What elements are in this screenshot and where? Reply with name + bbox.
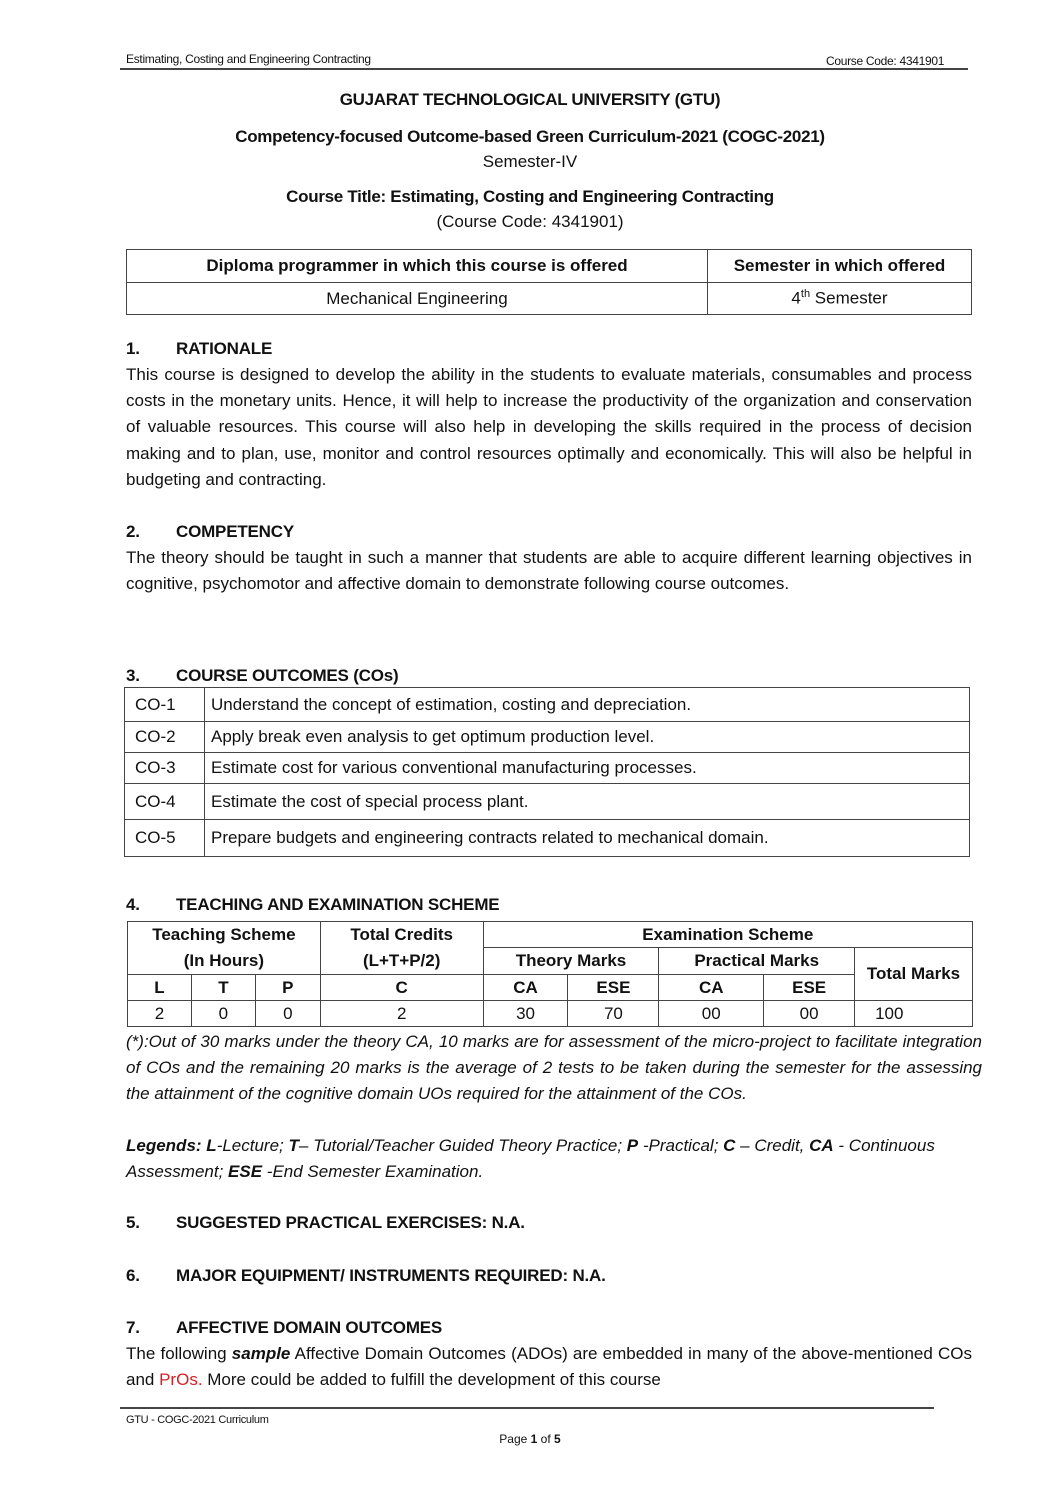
section-title: RATIONALE (176, 339, 273, 358)
value-theory-ese: 70 (568, 1001, 659, 1027)
page-number (0, 1432, 1060, 1446)
section-number: 7. (126, 1318, 140, 1337)
co-id: CO-5 (125, 820, 205, 857)
program-header: Diploma programmer in which this course is offered (127, 250, 708, 283)
section-1-heading (126, 339, 272, 359)
value-p: 0 (255, 1001, 320, 1027)
section-title: COMPETENCY (176, 522, 294, 541)
table-row (125, 753, 970, 784)
scheme-header-row-1 (128, 922, 973, 948)
section-number: 2. (126, 522, 140, 541)
co-id: CO-2 (125, 722, 205, 753)
header-divider (120, 68, 968, 70)
teaching-scheme-header (128, 922, 321, 975)
col-l: L (128, 975, 192, 1001)
total-credits-sub: (L+T+P/2) (362, 951, 441, 970)
competency-text: The theory should be taught in such a manner that students are able to acquire different learning objectives in cognitive, psychomotor and affective domain to demonstrate following course outcomes. (126, 548, 972, 594)
semester-text: Semester (810, 288, 888, 308)
section-title: COURSE OUTCOMES (COs) (176, 666, 399, 685)
program-table-row (127, 283, 972, 315)
section-number: 5. (126, 1213, 140, 1232)
legend-key: CA (809, 1136, 834, 1155)
page-label: Page (499, 1432, 531, 1446)
co-text: Understand the concept of estimation, costing and depreciation. (205, 688, 970, 722)
value-l: 2 (128, 1001, 192, 1027)
total-marks-header: Total Marks (855, 948, 973, 1001)
col-p: P (255, 975, 320, 1001)
practical-marks-header: Practical Marks (659, 948, 855, 975)
teaching-scheme-sub: (In Hours) (183, 951, 265, 970)
co-id: CO-4 (125, 784, 205, 820)
legend-desc: -Lecture; (216, 1136, 289, 1155)
course-outcomes-table (124, 687, 970, 857)
legend-desc: – Credit, (735, 1136, 810, 1155)
col-practical-ca: CA (659, 975, 764, 1001)
semester-suffix: th (800, 288, 811, 301)
rationale-text: This course is designed to develop the ability in the students to evaluate materials, consumables and process costs in the monetary units. Hence, it will help to increase the productivity of the organization and conservation of valuable resources. This course will also help in developing the skills required in the process of decision making and to plan, use, monitor and control resources optimally and economically. This will also be helpful in budgeting and contracting. (126, 365, 972, 489)
section-7-heading (126, 1318, 442, 1338)
footer-curriculum: GTU - COGC-2021 Curriculum (126, 1414, 269, 1426)
teaching-scheme-label: Teaching Scheme (152, 925, 296, 944)
value-theory-ca: 30 (483, 1001, 568, 1027)
co-text: Apply break even analysis to get optimum production level. (205, 722, 970, 753)
section-number: 1. (126, 339, 140, 358)
section-number: 6. (126, 1266, 140, 1285)
semester-offered (708, 283, 972, 315)
section-title: SUGGESTED PRACTICAL EXERCISES: N.A. (176, 1213, 525, 1232)
table-row (125, 688, 970, 722)
scheme-values-row (128, 1001, 973, 1027)
col-theory-ca: CA (483, 975, 568, 1001)
running-header-course-code: Course Code: 4341901 (826, 54, 945, 68)
current-page: 1 (530, 1432, 538, 1446)
section-4-heading (126, 895, 499, 915)
value-total-marks: 100 (855, 1001, 973, 1027)
legend-key: ESE (228, 1162, 263, 1181)
col-practical-ese: ESE (764, 975, 855, 1001)
legend-desc: - Continuous Assessment; (126, 1136, 935, 1181)
text-span: More could be added to fulfill the development of this course (202, 1370, 661, 1390)
section-2-heading (126, 522, 294, 542)
section-5-heading (126, 1213, 525, 1233)
table-row (125, 784, 970, 820)
footer-divider (120, 1407, 934, 1409)
legend-label: Legends: (126, 1136, 202, 1155)
table-row (125, 820, 970, 857)
section-number: 4. (126, 895, 140, 914)
co-text: Estimate the cost of special process plant. (205, 784, 970, 820)
col-t: T (191, 975, 255, 1001)
scheme-header-row-3 (128, 975, 973, 1001)
legend-desc: -Practical; (638, 1136, 724, 1155)
highlight-pros: PrOs. (159, 1370, 203, 1390)
total-pages: 5 (554, 1432, 561, 1446)
value-c: 2 (320, 1001, 483, 1027)
theory-marks-header: Theory Marks (483, 948, 659, 975)
examination-scheme-header: Examination Scheme (483, 922, 972, 948)
program-table-header (127, 250, 972, 283)
affective-domain-text (126, 1341, 972, 1393)
program-table (126, 249, 972, 315)
value-practical-ese: 00 (764, 1001, 855, 1027)
legend-key: L (206, 1136, 217, 1155)
course-title: Course Title: Estimating, Costing and Engineering Contracting (286, 187, 774, 206)
co-id: CO-3 (125, 753, 205, 784)
section-title: AFFECTIVE DOMAIN OUTCOMES (176, 1318, 443, 1337)
teaching-examination-table (127, 921, 973, 1027)
ca-marks-note: (*):Out of 30 marks under the theory CA, 10 marks are for assessment of the micro-project to facilitate integration of COs and the remaining 20 marks is the average of 2 tests to be taken during the semester for the assessing the attainment of the cognitive domain UOs required for the attainment of the COs. (126, 1032, 982, 1103)
running-header-title: Estimating, Costing and Engineering Contracting (126, 52, 371, 66)
legend-key: C (723, 1136, 736, 1155)
total-credits-header (320, 922, 483, 975)
value-t: 0 (191, 1001, 255, 1027)
university-title: GUJARAT TECHNOLOGICAL UNIVERSITY (GTU) (339, 90, 721, 109)
semester-number: 4 (791, 288, 801, 308)
semester-label: Semester-IV (482, 152, 578, 171)
section-6-heading (126, 1266, 606, 1286)
section-number: 3. (126, 666, 140, 685)
text-span: Affective Domain Outcomes (ADOs) are embedded in many of the above-mentioned COs and (126, 1344, 973, 1390)
section-title: TEACHING AND EXAMINATION SCHEME (176, 895, 500, 914)
legend-desc: – Tutorial/Teacher Guided Theory Practice; (298, 1136, 627, 1155)
co-id: CO-1 (125, 688, 205, 722)
semester-header: Semester in which offered (708, 250, 972, 283)
curriculum-title: Competency-focused Outcome-based Green Curriculum-2021 (COGC-2021) (235, 127, 825, 146)
value-practical-ca: 00 (659, 1001, 764, 1027)
section-title: MAJOR EQUIPMENT/ INSTRUMENTS REQUIRED: N.A. (176, 1266, 606, 1285)
legend-key: T (288, 1136, 299, 1155)
text-span: The following (126, 1344, 232, 1363)
total-credits-label: Total Credits (350, 925, 453, 944)
table-row (125, 722, 970, 753)
legend-desc: -End Semester Examination. (262, 1162, 484, 1181)
co-text: Prepare budgets and engineering contracts related to mechanical domain. (205, 820, 970, 857)
legend-key: P (626, 1136, 639, 1155)
program-name: Mechanical Engineering (127, 283, 708, 315)
section-3-heading (126, 666, 398, 686)
legend-text (126, 1133, 982, 1185)
course-code: (Course Code: 4341901) (436, 212, 624, 231)
col-theory-ese: ESE (568, 975, 659, 1001)
page-of: of (537, 1432, 555, 1446)
col-c: C (320, 975, 483, 1001)
co-text: Estimate cost for various conventional manufacturing processes. (205, 753, 970, 784)
emphasis-sample: sample (231, 1344, 291, 1363)
